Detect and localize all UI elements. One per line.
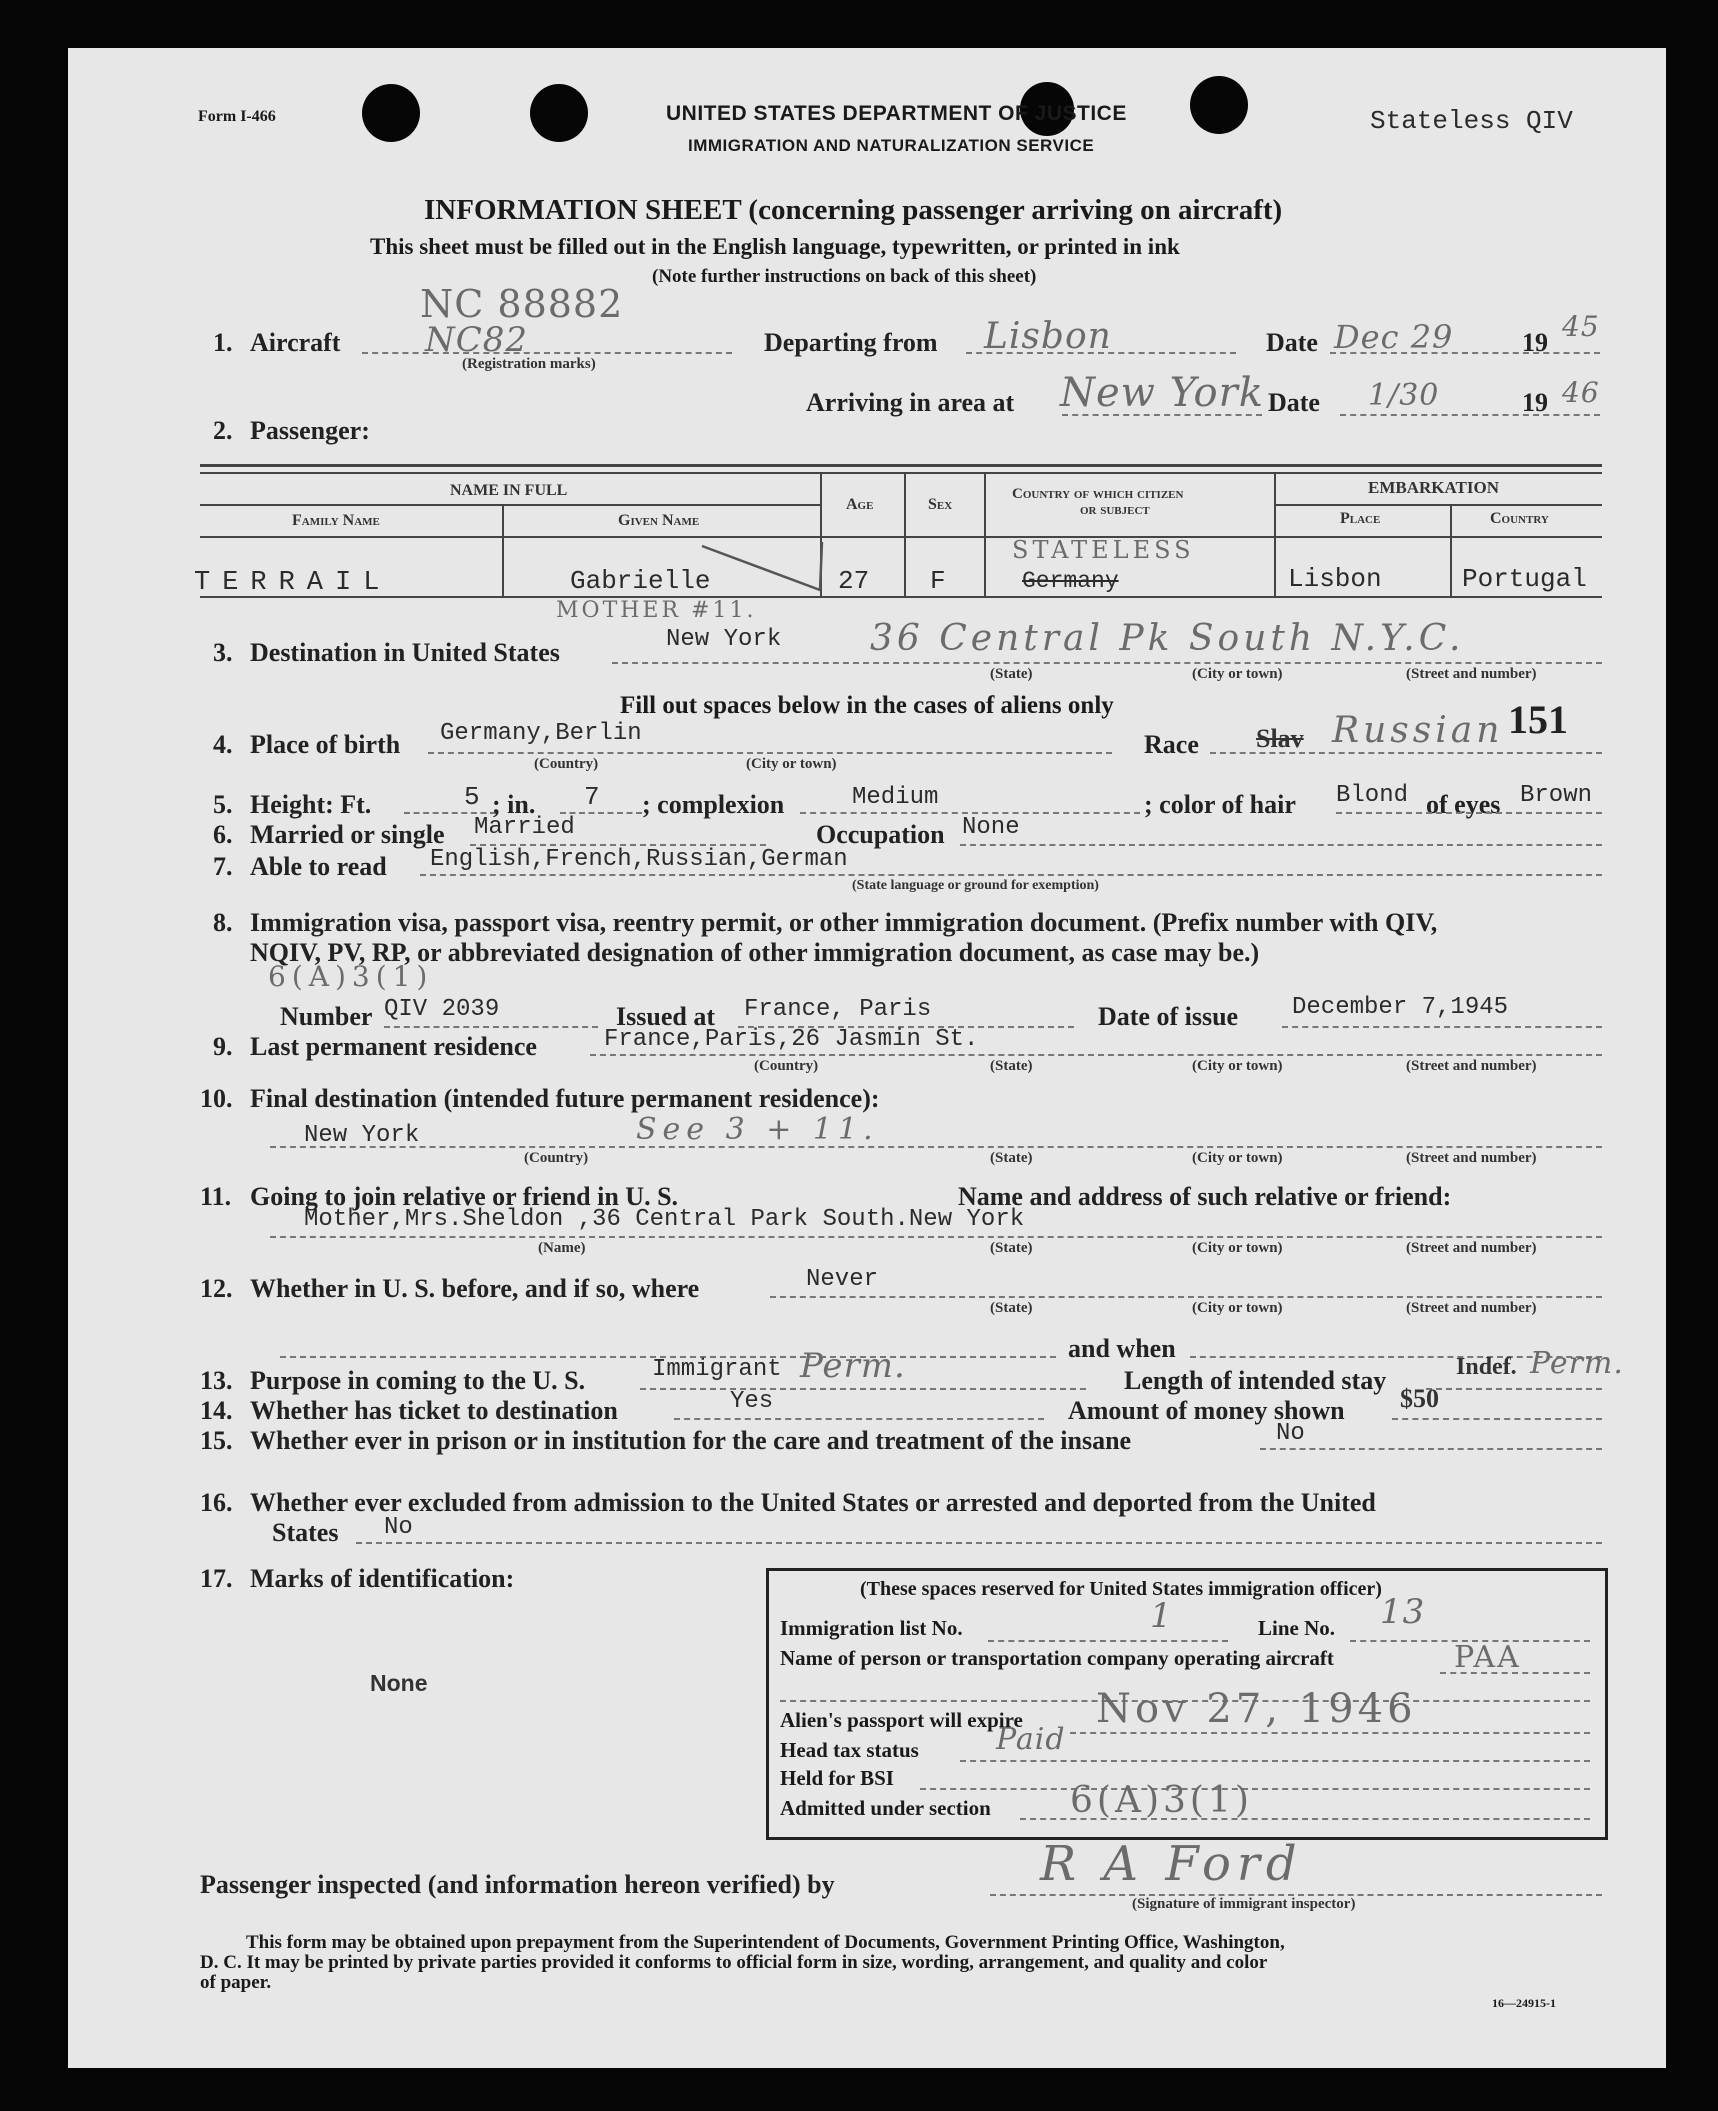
aircraft-hand-value: NC82 — [425, 320, 529, 360]
visa-number-value: QIV 2039 — [384, 996, 500, 1023]
issued-value: France, Paris — [744, 996, 932, 1023]
item-7-number: 7. — [213, 852, 233, 881]
item-2-number: 2. — [213, 416, 233, 445]
item-15-number: 15. — [200, 1426, 233, 1455]
hair-value: Blond — [1336, 782, 1409, 809]
punch-hole-1 — [362, 84, 420, 142]
passport-expire-label: Alien's passport will expire — [780, 1708, 1023, 1732]
money-label: Amount of money shown — [1068, 1396, 1345, 1425]
destination-state-value: New York — [666, 626, 782, 653]
department-title: UNITED STATES DEPARTMENT OF JUSTICE — [666, 102, 1127, 125]
ticket-label: Whether has ticket to destination — [250, 1396, 618, 1425]
arrival-date-value: 1/30 — [1368, 378, 1440, 413]
aircraft-label: Aircraft — [250, 328, 341, 357]
height-label: Height: Ft. — [250, 790, 372, 819]
signature-caption: (Signature of immigrant inspector) — [1132, 1896, 1356, 1912]
aircraft-caption: (Registration marks) — [462, 356, 596, 372]
race-code: 151 — [1508, 697, 1568, 742]
read-label: Able to read — [250, 852, 387, 881]
occupation-value: None — [962, 814, 1020, 841]
year-value: 45 — [1562, 310, 1600, 343]
arrival-date-label: Date — [1268, 388, 1320, 417]
embark-country-value: Portugal — [1462, 564, 1587, 594]
embark-place-value: Lisbon — [1288, 564, 1382, 594]
prison-value: No — [1276, 1420, 1305, 1447]
given-name-value: Gabrielle — [570, 566, 711, 596]
item-5-number: 5. — [213, 790, 233, 819]
destination-hand-value: 36 Central Pk South N.Y.C. — [870, 618, 1465, 659]
stay-hand-value: Perm. — [1530, 1346, 1624, 1381]
marks-value: None — [370, 1670, 428, 1696]
marital-label: Married or single — [250, 820, 445, 849]
residence-state-caption: (State) — [990, 1058, 1033, 1074]
given-name-header: Given Name — [618, 512, 700, 529]
visa-number-label: Number — [280, 1002, 373, 1031]
height-in-label: ; in. — [492, 790, 536, 819]
family-name-header: Family Name — [292, 512, 380, 529]
purpose-value: Immigrant — [652, 1356, 782, 1383]
item-8-number: 8. — [213, 908, 233, 937]
sex-header: Sex — [928, 496, 953, 513]
arriving-label: Arriving in area at — [806, 388, 1015, 417]
family-name-value: TERRAIL — [194, 568, 392, 598]
departing-value: Lisbon — [984, 316, 1112, 357]
marital-value: Married — [474, 814, 575, 841]
residence-street-caption: (Street and number) — [1406, 1058, 1537, 1074]
age-value: 27 — [838, 566, 870, 596]
residence-label: Last permanent residence — [250, 1032, 537, 1061]
race-hand-value: Russian — [1332, 710, 1504, 751]
race-typed-value: Slav — [1256, 724, 1304, 753]
arrival-year-prefix: 19 — [1522, 388, 1548, 417]
stay-label: Length of intended stay — [1124, 1366, 1387, 1395]
final-label: Final destination (intended future permanent residence): — [250, 1084, 880, 1113]
excluded-label-line1: Whether ever excluded from admission to the United States or arrested and deported from the United — [250, 1488, 1376, 1517]
date-of-issue-label: Date of issue — [1098, 1002, 1239, 1031]
before-street-caption: (Street and number) — [1406, 1300, 1537, 1316]
arrival-year-value: 46 — [1562, 376, 1600, 409]
citizen-header-line2: or subject — [1080, 502, 1150, 518]
footer-line3: of paper. — [200, 1972, 272, 1993]
item-4-number: 4. — [213, 730, 233, 759]
destination-street-caption: (Street and number) — [1406, 666, 1537, 682]
join-street-caption: (Street and number) — [1406, 1240, 1537, 1256]
occupation-label: Occupation — [816, 820, 945, 849]
age-header: Age — [846, 496, 874, 513]
excluded-label-line2: States — [272, 1518, 339, 1547]
country-header: Country — [1490, 510, 1549, 527]
final-hand-value: See 3 + 11. — [636, 1112, 879, 1147]
line-number-value: 13 — [1380, 1592, 1426, 1632]
item-11-number: 11. — [200, 1182, 232, 1211]
race-label: Race — [1144, 730, 1199, 759]
passport-expire-value: Nov 27, 1946 — [1096, 1686, 1417, 1732]
eyes-value: Brown — [1520, 782, 1593, 809]
operator-label: Name of person or transportation company operating aircraft — [780, 1646, 1334, 1670]
stateless-stamp: Stateless QIV — [1370, 106, 1573, 136]
birth-city-caption: (City or town) — [746, 756, 837, 772]
punch-hole-4 — [1190, 76, 1248, 134]
aircraft-typed-value: NC 88882 — [420, 282, 624, 326]
immigration-list-label: Immigration list No. — [780, 1616, 963, 1640]
footer-code: 16—24915-1 — [1492, 1996, 1556, 2010]
form-number: Form I-466 — [198, 108, 276, 125]
join-name-label: Name and address of such relative or friend: — [958, 1182, 1452, 1211]
item-9-number: 9. — [213, 1032, 233, 1061]
visa-hand-note: 6(A)3(1) — [268, 960, 434, 993]
held-bsi-label: Held for BSI — [780, 1766, 894, 1790]
join-label: Going to join relative or friend in U. S. — [250, 1182, 679, 1211]
marks-label: Marks of identification: — [250, 1564, 515, 1593]
birth-label: Place of birth — [250, 730, 401, 759]
page-title: INFORMATION SHEET (concerning passenger arriving on aircraft) — [424, 194, 1283, 226]
issued-label: Issued at — [616, 1002, 715, 1031]
stay-value: Indef. — [1456, 1354, 1517, 1380]
purpose-hand-value: Perm. — [800, 1346, 906, 1386]
officer-box-title: (These spaces reserved for United States immigration officer) — [860, 1578, 1382, 1600]
year-prefix: 19 — [1522, 328, 1548, 357]
excluded-value: No — [384, 1514, 413, 1541]
before-value: Never — [806, 1266, 879, 1293]
ticket-value: Yes — [730, 1388, 774, 1415]
item-10-number: 10. — [200, 1084, 233, 1113]
destination-city-caption: (City or town) — [1192, 666, 1283, 682]
arriving-value: New York — [1060, 370, 1264, 416]
eyes-label: of eyes — [1426, 790, 1501, 819]
admitted-section-value: 6(A)3(1) — [1070, 1780, 1253, 1821]
visa-text-line2: NQIV, PV, RP, or abbreviated designation of other immigration document, as case may be.) — [250, 938, 1260, 967]
aliens-heading: Fill out spaces below in the cases of aliens only — [620, 692, 1114, 719]
given-name-check-mark — [700, 540, 830, 600]
date-label: Date — [1266, 328, 1318, 357]
item-17-number: 17. — [200, 1564, 233, 1593]
citizen-header-line1: Country of which citizen — [1012, 486, 1184, 502]
citizen-hand-value: STATELESS — [1012, 536, 1195, 564]
height-in-value: 7 — [584, 782, 600, 812]
citizen-typed-value: Germany — [1022, 568, 1119, 594]
join-value: Mother,Mrs.Sheldon ,36 Central Park South.New York — [304, 1206, 1025, 1233]
head-tax-label: Head tax status — [780, 1738, 919, 1762]
complexion-value: Medium — [852, 784, 939, 811]
complexion-label: ; complexion — [642, 790, 785, 819]
final-country-caption: (Country) — [524, 1150, 589, 1166]
date-value: Dec 29 — [1334, 318, 1454, 356]
embarkation-header: EMBARKATION — [1368, 478, 1499, 497]
height-ft-value: 5 — [464, 782, 480, 812]
inspector-signature: R A Ford — [1040, 1836, 1303, 1892]
immigration-list-value: 1 — [1150, 1596, 1173, 1636]
money-value: $50 — [1400, 1384, 1439, 1413]
read-caption: (State language or ground for exemption) — [852, 878, 1099, 893]
footer-line2: D. C. It may be printed by private parties provided it conforms to official form in size, wording, arrangement, and quality and color — [200, 1952, 1268, 1973]
name-in-full-header: NAME IN FULL — [450, 482, 568, 499]
join-city-caption: (City or town) — [1192, 1240, 1283, 1256]
final-value: New York — [304, 1122, 420, 1149]
visa-text-line1: Immigration visa, passport visa, reentry permit, or other immigration document. (Prefix number with QIV, — [250, 908, 1438, 937]
before-state-caption: (State) — [990, 1300, 1033, 1316]
operator-value: PAA — [1454, 1640, 1521, 1675]
join-state-caption: (State) — [990, 1240, 1033, 1256]
before-label: Whether in U. S. before, and if so, where — [250, 1274, 700, 1303]
destination-label: Destination in United States — [250, 638, 560, 667]
item-13-number: 13. — [200, 1366, 233, 1395]
item-16-number: 16. — [200, 1488, 233, 1517]
footer-line1: This form may be obtained upon prepayment from the Superintendent of Documents, Government Printing Office, Washington, — [246, 1932, 1285, 1953]
item-12-number: 12. — [200, 1274, 233, 1303]
residence-country-caption: (Country) — [754, 1058, 819, 1074]
note-line: (Note further instructions on back of this sheet) — [652, 266, 1037, 287]
final-city-caption: (City or town) — [1192, 1150, 1283, 1166]
birth-value: Germany,Berlin — [440, 720, 642, 747]
residence-city-caption: (City or town) — [1192, 1058, 1283, 1074]
item-3-number: 3. — [213, 638, 233, 667]
head-tax-value: Paid — [996, 1722, 1066, 1757]
date-of-issue-value: December 7,1945 — [1292, 994, 1509, 1021]
before-city-caption: (City or town) — [1192, 1300, 1283, 1316]
service-title: IMMIGRATION AND NATURALIZATION SERVICE — [688, 136, 1095, 155]
residence-value: France,Paris,26 Jasmin St. — [604, 1026, 979, 1053]
item-1-number: 1. — [213, 328, 233, 357]
item-6-number: 6. — [213, 820, 233, 849]
inspected-label: Passenger inspected (and information hereon verified) by — [200, 1870, 835, 1899]
line-number-label: Line No. — [1258, 1616, 1336, 1640]
final-street-caption: (Street and number) — [1406, 1150, 1537, 1166]
punch-hole-2 — [530, 84, 588, 142]
prison-label: Whether ever in prison or in institution for the care and treatment of the insane — [250, 1426, 1132, 1455]
when-label: and when — [1068, 1334, 1176, 1363]
destination-state-caption: (State) — [990, 666, 1033, 682]
final-state-caption: (State) — [990, 1150, 1033, 1166]
sex-value: F — [930, 566, 946, 596]
place-header: Place — [1340, 510, 1381, 527]
hair-label: ; color of hair — [1144, 790, 1296, 819]
birth-country-caption: (Country) — [534, 756, 599, 772]
passenger-label: Passenger: — [250, 416, 370, 445]
purpose-label: Purpose in coming to the U. S. — [250, 1366, 586, 1395]
instruction-line: This sheet must be filled out in the English language, typewritten, or printed in ink — [370, 234, 1180, 259]
departing-label: Departing from — [764, 328, 938, 357]
mother-annotation: MOTHER #11. — [556, 598, 757, 623]
item-14-number: 14. — [200, 1396, 233, 1425]
read-value: English,French,Russian,German — [430, 846, 848, 873]
join-name-caption: (Name) — [538, 1240, 586, 1256]
admitted-section-label: Admitted under section — [780, 1796, 991, 1820]
